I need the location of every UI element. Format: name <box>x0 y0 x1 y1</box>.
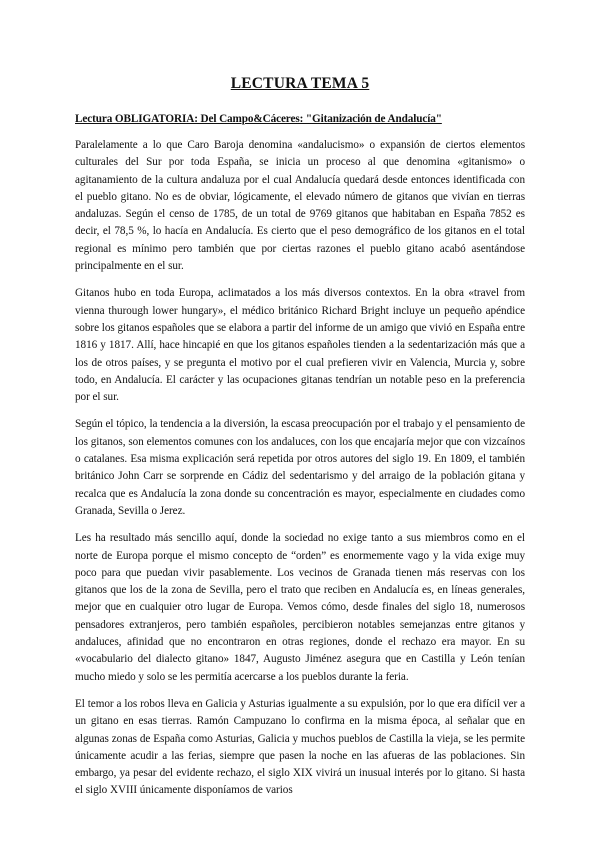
paragraph: Les ha resultado más sencillo aquí, donde la sociedad no exige tanto a sus miembros como en el norte de Europa porque el mismo concepto de “orden” es enormemente vago y la vida exige muy poco para que puedan vivir pasablemente. Los vecinos de Granada tienen más reservas con los gitanos que los de la zona de Sevilla, pero el trato que reciben en Andalucía es, en líneas generales, mejor que en cualquier otro lugar de Europa. Vemos cómo, desde finales del siglo 18, numerosos pensadores extranjeros, pero también españoles, percibieron notables semejanzas entre gitanos y andaluces, afinidad que no encontraron en otras regiones, donde el rechazo era mayor. En su «vocabulario del dialecto gitano» 1847, Augusto Jiménez asegura que en Castilla y León tenían mucho miedo y solo se les permitía acercarse a los pueblos durante la feria. <box>75 532 525 683</box>
paragraph: Paralelamente a lo que Caro Baroja denomina «andalucismo» o expansión de ciertos elementos culturales del Sur por toda España, se inicia un proceso al que denomina «gitanismo» o agitanamiento de la cultura andaluza por el cual Andalucía quedará desde entonces identificada con el pueblo gitano. No es de obviar, lógicamente, el elevado número de gitanos que vivían en tierras andaluzas. Según el censo de 1785, de un total de 9769 gitanos que habitaban en España 7852 es decir, el 78,5 %, lo hacía en Andalucía. Es cierto que el peso demográfico de los gitanos en el total regional es mínimo pero también que por ciertas razones el pueblo gitano acabó asentándose principalmente en el sur. <box>75 139 525 273</box>
paragraph: Gitanos hubo en toda Europa, aclimatados a los más diversos contextos. En la obra «travel from vienna thurough lower hungary», el médico británico Richard Bright incluye un pequeño apéndice sobre los gitanos españoles que se elabora a partir del informe de un amigo que vivió en España entre 1816 y 1817. Allí, hace hincapié en que los gitanos españoles tienden a la sedentarización más que a los de otros países, y se pregunta el motivo por el cual prefieren vivir en Valencia, Murcia y, sobre todo, en Andalucía. El carácter y las ocupaciones gitanas tendrían un notable peso en la preferencia por el sur. <box>75 287 525 404</box>
paragraph: El temor a los robos lleva en Galicia y Asturias igualmente a su expulsión, por lo que era difícil ver a un gitano en esas tierras. Ramón Campuzano lo confirma en la misma época, al señalar que en algunas zonas de España como Asturias, Galicia y muchos pueblos de Castilla la vieja, se les permite únicamente acudir a las ferias, siempre que pasen la noche en las afueras de las poblaciones. Sin embargo, ya pesar del evidente rechazo, el siglo XIX vivirá un inusual interés por lo gitano. Si hasta el siglo XVIII únicamente disponíamos de varios <box>75 697 525 797</box>
document-title: LECTURA TEMA 5 <box>230 75 370 92</box>
paragraph: Según el tópico, la tendencia a la diversión, la escasa preocupación por el trabajo y el pensamiento de los gitanos, son elementos comunes con los andaluces, con los que encajaría mejor que con vizcaínos o catalanes. Esa misma explicación será repetida por otros autores del siglo 19. En 1809, el también británico John Carr se sorprende en Cádiz del sedentarismo y del arraigo de la población gitana y recalca que es Andalucía la zona donde su concentración es mayor, especialmente en ciudades como Granada, Sevilla o Jerez. <box>75 418 525 517</box>
reading-subtitle: Lectura OBLIGATORIA: Del Campo&Cáceres: "Gitanización de Andalucía" <box>75 113 442 125</box>
